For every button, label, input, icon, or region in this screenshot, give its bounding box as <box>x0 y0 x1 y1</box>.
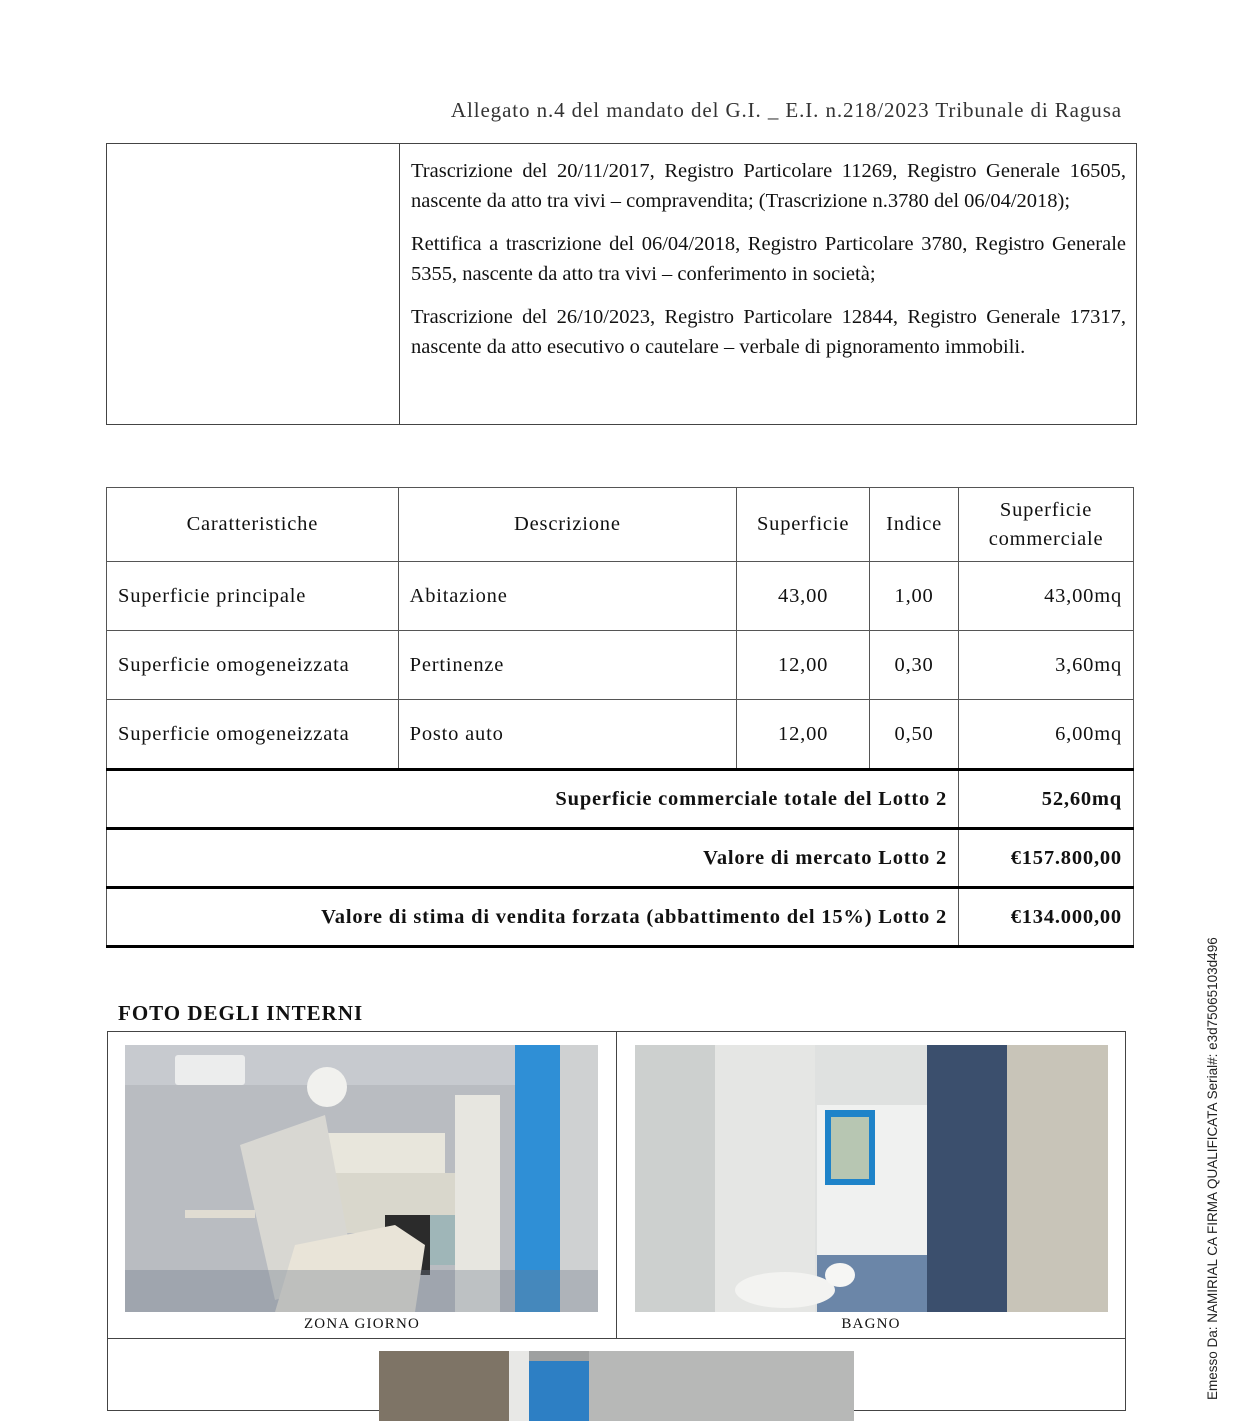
header-indice: Indice <box>870 488 959 562</box>
photo-caption: BAGNO <box>841 1316 901 1332</box>
photos-grid <box>107 1031 1126 1411</box>
photo-cell-bathroom <box>617 1032 1125 1338</box>
total-row <box>107 770 1134 829</box>
table-header-row <box>107 488 1134 562</box>
transcription-entry: Trascrizione del 20/11/2017, Registro Particolare 11269, Registro Generale 16505, nascente da atto tra vivi – compravendita; (Trascrizione n.3780 del 06/04/2018); <box>411 160 1126 212</box>
cell-caratteristiche: Superficie principale <box>107 562 399 631</box>
cell-superficie-commerciale: 6,00mq <box>959 700 1134 770</box>
table-row <box>107 700 1134 770</box>
total-value: €157.800,00 <box>959 829 1134 888</box>
transcriptions-table <box>106 143 1137 425</box>
photos-title: FOTO DEGLI INTERNI <box>118 1001 364 1025</box>
total-label: Valore di stima di vendita forzata (abbattimento del 15%) Lotto 2 <box>107 888 959 947</box>
cell-superficie: 12,00 <box>737 700 870 770</box>
photo-caption: ZONA GIORNO <box>303 1316 421 1332</box>
cell-superficie-commerciale: 3,60mq <box>959 631 1134 700</box>
signature-watermark: Emesso Da: NAMIRIAL CA FIRMA QUALIFICATA Serial#: e3d75065103d496 <box>1205 937 1220 1400</box>
cell-indice: 0,30 <box>870 631 959 700</box>
cell-superficie-commerciale: 43,00mq <box>959 562 1134 631</box>
cell-caratteristiche: Superficie omogeneizzata <box>107 700 399 770</box>
document-header: Allegato n.4 del mandato del G.I. _ E.I. n.218/2023 Tribunale di Ragusa <box>450 98 1122 122</box>
total-value: 52,60mq <box>959 770 1134 829</box>
photo-cell-living <box>108 1032 617 1338</box>
cell-indice: 0,50 <box>870 700 959 770</box>
total-label: Valore di mercato Lotto 2 <box>107 829 959 888</box>
cell-descrizione: Posto auto <box>398 700 736 770</box>
interior-photo <box>379 1351 854 1421</box>
bathroom-photo <box>635 1045 1108 1312</box>
transcriptions-content-cell <box>400 144 1136 424</box>
total-row <box>107 829 1134 888</box>
cell-descrizione: Pertinenze <box>398 631 736 700</box>
transcriptions-label-cell <box>107 144 400 424</box>
cell-superficie: 43,00 <box>737 562 870 631</box>
transcription-entry: Trascrizione del 26/10/2023, Registro Particolare 12844, Registro Generale 17317, nascente da atto esecutivo o cautelare – verbale di pignoramento immobili. <box>411 306 1126 358</box>
cell-descrizione: Abitazione <box>398 562 736 631</box>
photo-row-2 <box>108 1338 1125 1419</box>
header-superficie: Superficie <box>737 488 870 562</box>
table-row <box>107 631 1134 700</box>
header-caratteristiche: Caratteristiche <box>107 488 399 562</box>
total-value: €134.000,00 <box>959 888 1134 947</box>
cell-caratteristiche: Superficie omogeneizzata <box>107 631 399 700</box>
header-descrizione: Descrizione <box>398 488 736 562</box>
header-superficie-commerciale: Superficie commerciale <box>959 488 1134 562</box>
living-room-photo <box>125 1045 598 1312</box>
table-row <box>107 562 1134 631</box>
cell-superficie: 12,00 <box>737 631 870 700</box>
transcription-entry: Rettifica a trascrizione del 06/04/2018, Registro Particolare 3780, Registro Generale 5355, nascente da atto tra vivi – conferimento in società; <box>411 233 1126 285</box>
total-row <box>107 888 1134 947</box>
surface-value-table <box>106 487 1134 948</box>
total-label: Superficie commerciale totale del Lotto 2 <box>107 770 959 829</box>
cell-indice: 1,00 <box>870 562 959 631</box>
